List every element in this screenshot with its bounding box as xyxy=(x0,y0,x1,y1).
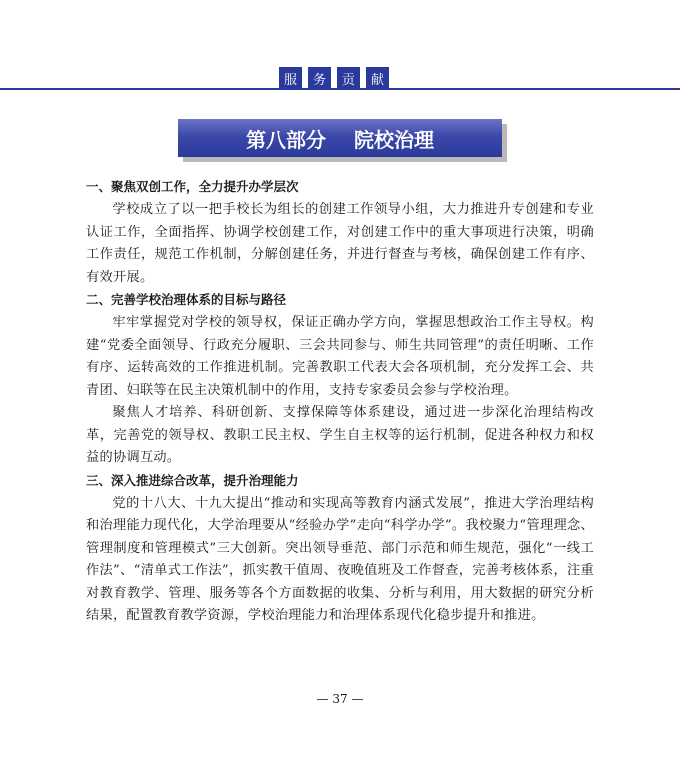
document-body xyxy=(86,178,594,628)
chapter-part-label: 第八部分 xyxy=(246,127,326,152)
section-heading-1: 一、聚焦双创工作，全力提升办学层次 xyxy=(86,179,299,194)
header-char-3: 贡 xyxy=(337,67,360,89)
section-heading-2: 二、完善学校治理体系的目标与路径 xyxy=(86,292,287,307)
section-2-paragraph-2: 聚焦人才培养、科研创新、支撑保障等体系建设，通过进一步深化治理结构改革，完善党的领导权、教职工民主权、学生自主权等的运行机制，促进各种权力和权益的协调互动。 xyxy=(86,405,594,465)
page-number: — 37 — xyxy=(316,692,364,706)
section-1-paragraph-1: 学校成立了以一把手校长为组长的创建工作领导小组，大力推进升专创建和专业认证工作，全面指挥、协调学校创建工作，对创建工作中的重大事项进行决策，明确工作责任，规范工作机制，分解创建任务，并进行督查与考核，确保创建工作有序、有效开展。 xyxy=(86,202,594,285)
chapter-title-box xyxy=(178,119,502,157)
header-rule xyxy=(0,88,680,90)
header-char-2: 务 xyxy=(308,67,331,89)
section-header-band xyxy=(279,67,393,89)
section-3-paragraph-1: 党的十八大、十九大提出“推动和实现高等教育内涵式发展”，推进大学治理结构和治理能力现代化，大学治理要从“经验办学”走向“科学办学”。我校聚力“管理理念、管理制度和管理模式”三大创新。突出领导垂范、部门示范和师生规范，强化“一线工作法”、“清单式工作法”，抓实教干值周、夜晚值班及工作督查，完善考核体系，注重对教育教学、管理、服务等各个方面数据的收集、分析与利用，用大数据的研究分析结果，配置教育教学资源，学校治理能力和治理体系现代化稳步提升和推进。 xyxy=(86,495,594,623)
section-2-paragraph-1: 牢牢掌握党对学校的领导权，保证正确办学方向，掌握思想政治工作主导权。构建“党委全面领导、行政充分履职、三会共同参与、师生共同管理”的责任明晰、工作有序、运转高效的工作推进机制。完善教职工代表大会各项机制，充分发挥工会、共青团、妇联等在民主决策机制中的作用，支持专家委员会参与学校治理。 xyxy=(86,315,594,398)
section-heading-3: 三、深入推进综合改革，提升治理能力 xyxy=(86,472,299,488)
chapter-name: 院校治理 xyxy=(354,127,434,152)
header-char-1: 服 xyxy=(279,67,302,89)
header-char-4: 献 xyxy=(366,67,389,89)
